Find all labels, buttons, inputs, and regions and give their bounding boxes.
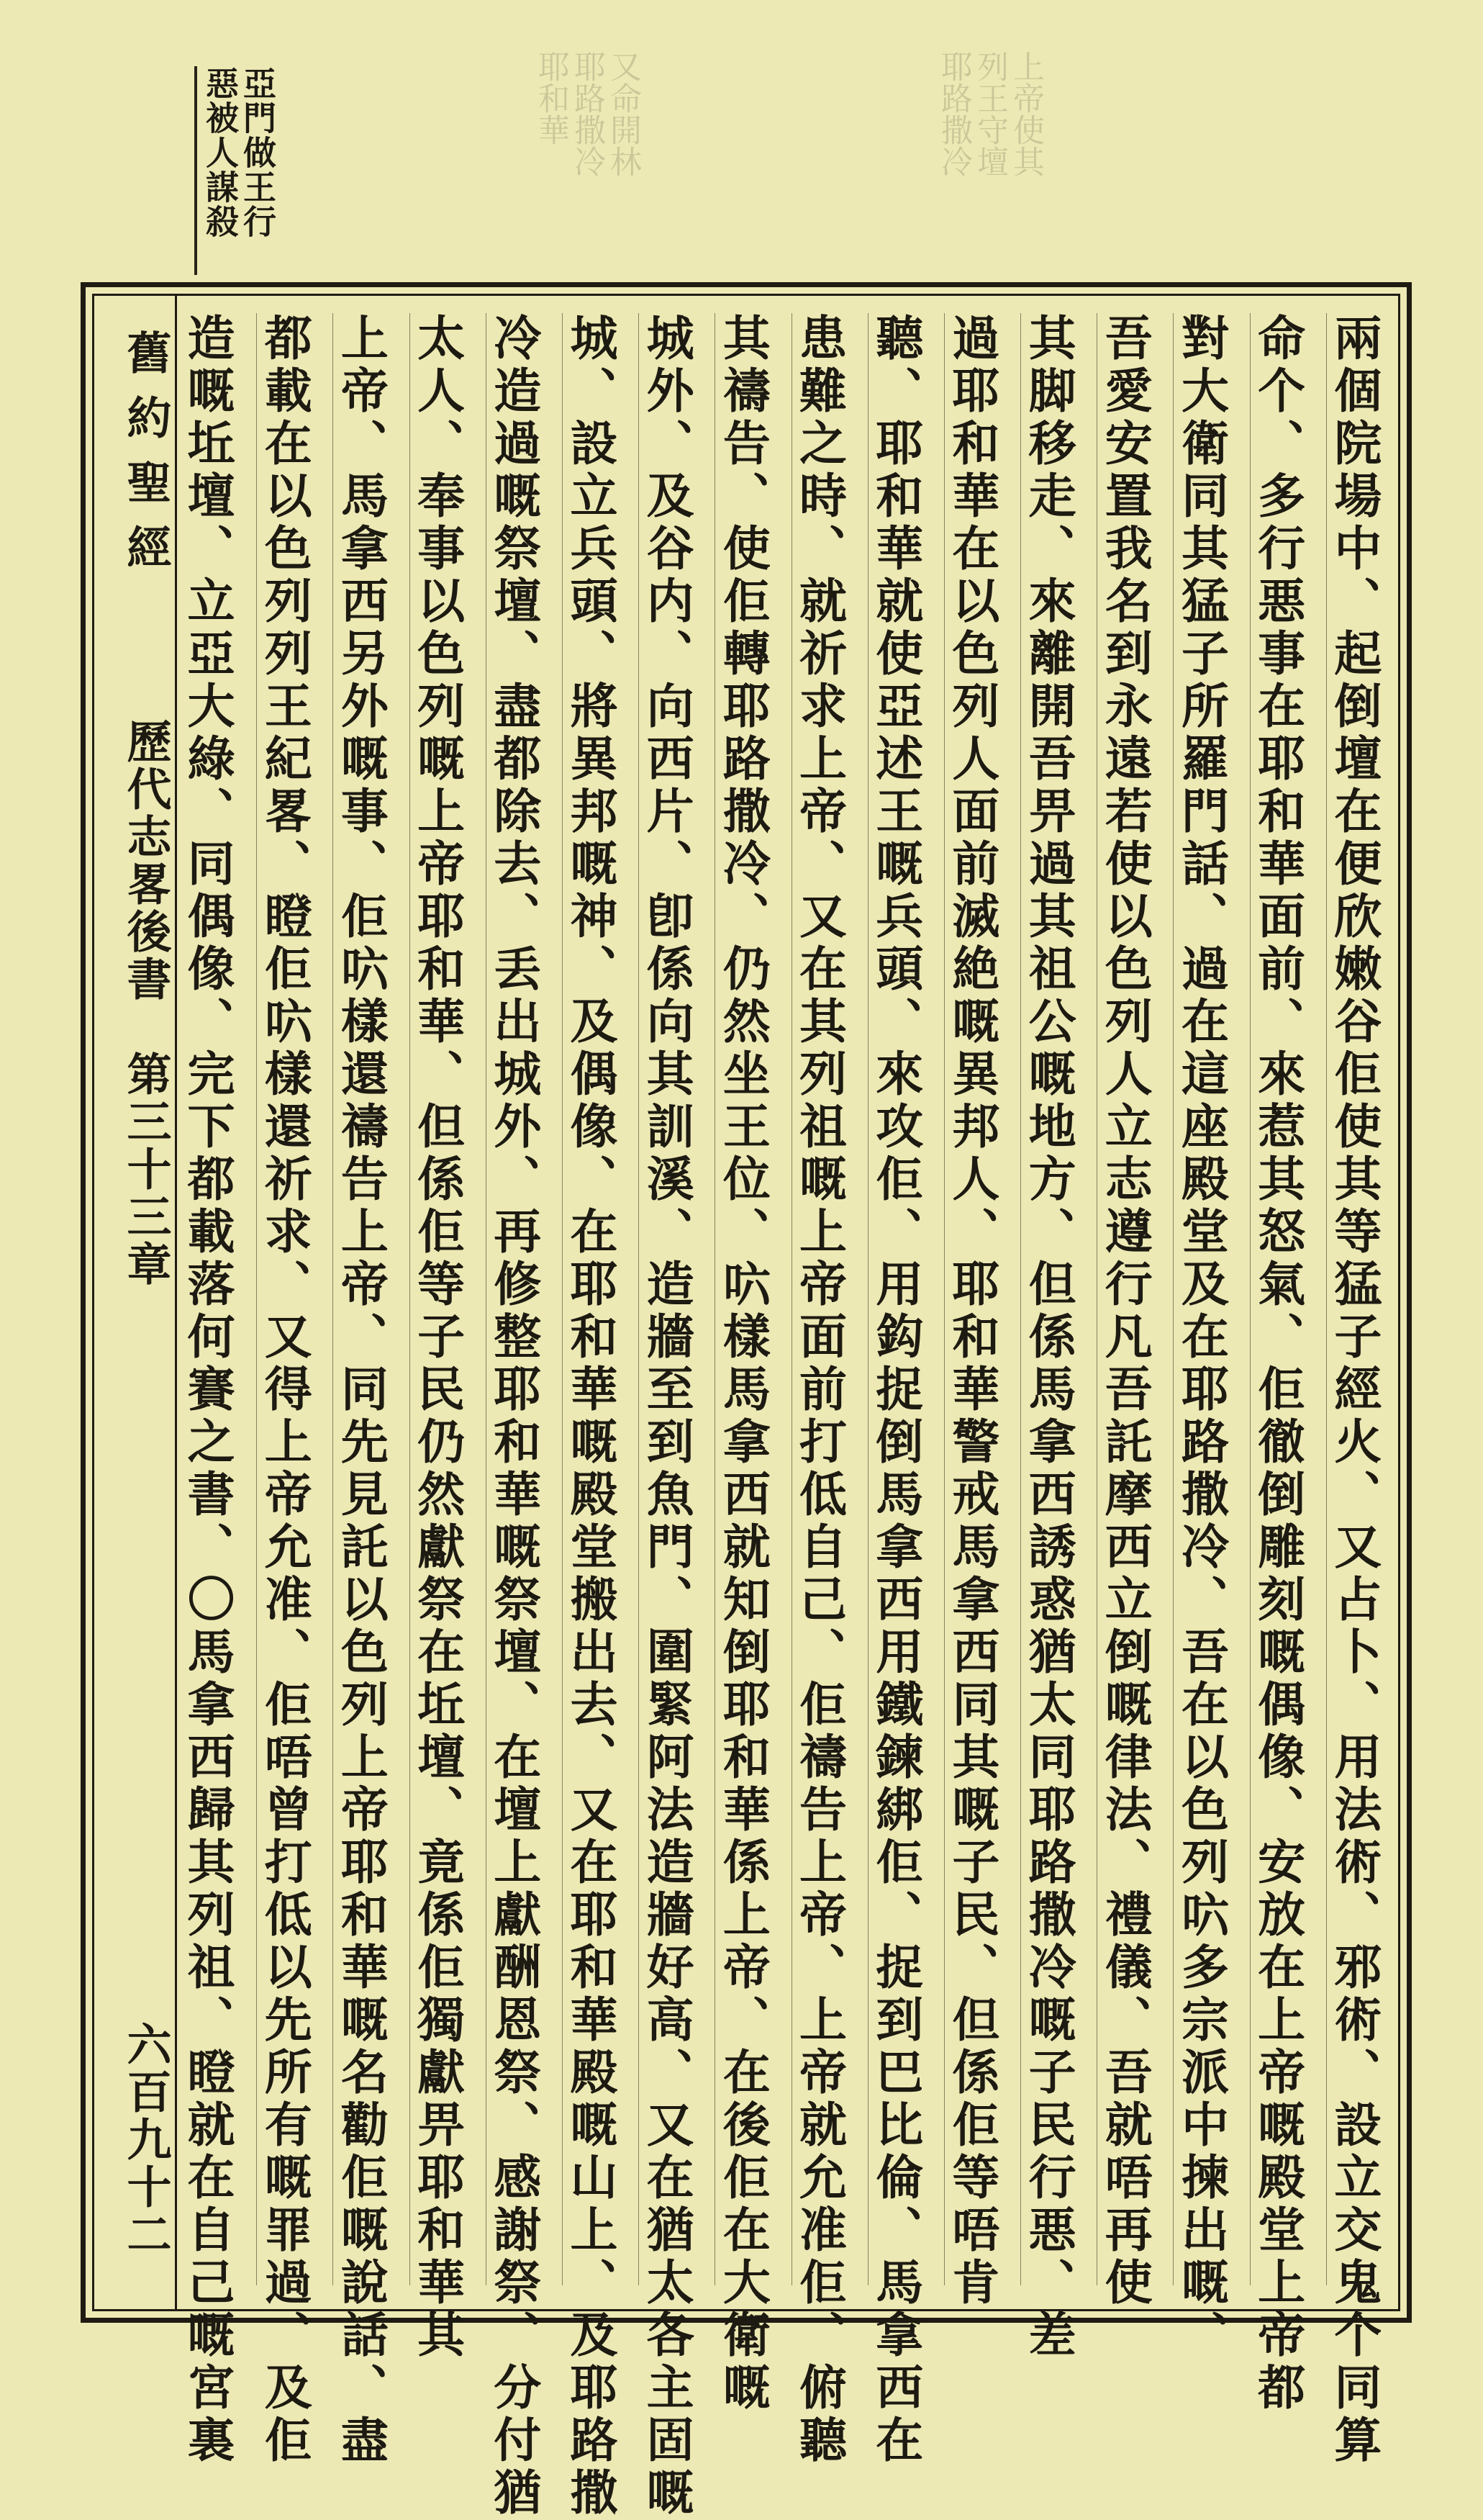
text-column: 造嘅坵壇、立亞大綠、同偶像、完下都載落何賽之書、〇馬拿西歸其列祖、瞪就在自己嘅宮裏 bbox=[179, 313, 235, 2467]
text-column: 其禱告、使佢轉耶路撒冷、仍然坐王位、𠯿樣馬拿西就知倒耶和華係上帝、在後佢在大衛嘅 bbox=[715, 313, 771, 2415]
text-column: 對大衛同其猛子所羅門話、過在這座殿堂及在耶路撒冷、吾在以色列𠯿多宗派中揀出嘅、 bbox=[1173, 313, 1230, 2362]
chapter-label: 歷代志畧後書 第三十三章 bbox=[119, 718, 172, 1288]
text-column: 過耶和華在以色列人面前滅絶嘅異邦人、耶和華警戒馬拿西同其嘅子民、但係佢等唔肯 bbox=[943, 313, 1000, 2310]
page-number: 六百九十二 bbox=[119, 2021, 172, 2259]
text-column: 聽、耶和華就使亞述王嘅兵頭、來攻佢、用鈎捉倒馬拿西用鐵鍊綁佢、捉到巴比倫、馬拿西在 bbox=[867, 313, 924, 2467]
running-margin bbox=[92, 294, 177, 2311]
bleed-through-text: 又命開林 耶路撒冷 耶和華 bbox=[532, 50, 641, 177]
text-column: 吾愛安置我名到永遠若使以色列人立志遵行凡吾託摩西立倒嘅律法、禮儀、吾就唔再使 bbox=[1097, 313, 1153, 2310]
text-column: 城外、及谷内、向西片、卽係向其訓溪、造牆至到魚門、圍緊阿法造牆好高、又在猶太各主固嘅 bbox=[638, 313, 695, 2520]
text-column: 上帝、馬拿西另外嘅事、佢𠯿樣還禱告上帝、同先見託以色列上帝耶和華嘅名勸佢嘅說話、盡 bbox=[332, 313, 389, 2467]
text-column: 患難之時、就祈求上帝、又在其列祖嘅上帝面前打低自己、佢禱告上帝、上帝就允准佢、俯聽 bbox=[791, 313, 848, 2467]
text-column: 其脚移走、來離開吾畀過其祖公嘅地方、但係馬拿西誘惑猶太同耶路撒冷嘅子民行悪、差 bbox=[1020, 313, 1077, 2362]
text-column: 都載在以色列列王紀畧、瞪佢𠯿樣還祈求、又得上帝允准、佢唔曾打低以先所有嘅罪過、及佢 bbox=[256, 313, 313, 2467]
text-column: 命个、多行悪事在耶和華面前、來惹其怒氣、佢徹倒雕刻嘅偶像、安放在上帝嘅殿堂上帝都 bbox=[1249, 313, 1306, 2415]
text-column: 冷造過嘅祭壇、盡都除去、丢出城外、再修整耶和華嘅祭壇、在壇上獻酬恩祭、感謝祭、分付猶 bbox=[485, 313, 542, 2520]
text-column: 兩個院場中、起倒壇在便欣嫩谷佢使其等猛子經火、又占卜、用法術、邪術、設立交鬼个同算 bbox=[1325, 313, 1382, 2467]
section-heading-note bbox=[194, 66, 276, 275]
heading-line-2: 惡被人謀殺 bbox=[201, 66, 240, 239]
text-column: 城、設立兵頭、將異邦嘅神、及偶像、在耶和華嘅殿堂搬出去、又在耶和華殿嘅山上、及耶路撒 bbox=[561, 313, 618, 2520]
heading-line-1: 亞門做王行 bbox=[238, 66, 277, 239]
text-column: 太人、奉事以色列嘅上帝耶和華、但係佢等子民仍然獻祭在坵壇、竟係佢獨獻畀耶和華其 bbox=[409, 313, 466, 2362]
scripture-text bbox=[179, 313, 1382, 2520]
bleed-through-text-right: 上帝使其 列王守壇 耶路撒冷 bbox=[935, 50, 1044, 177]
book-title: 舊約聖經 bbox=[119, 330, 172, 589]
